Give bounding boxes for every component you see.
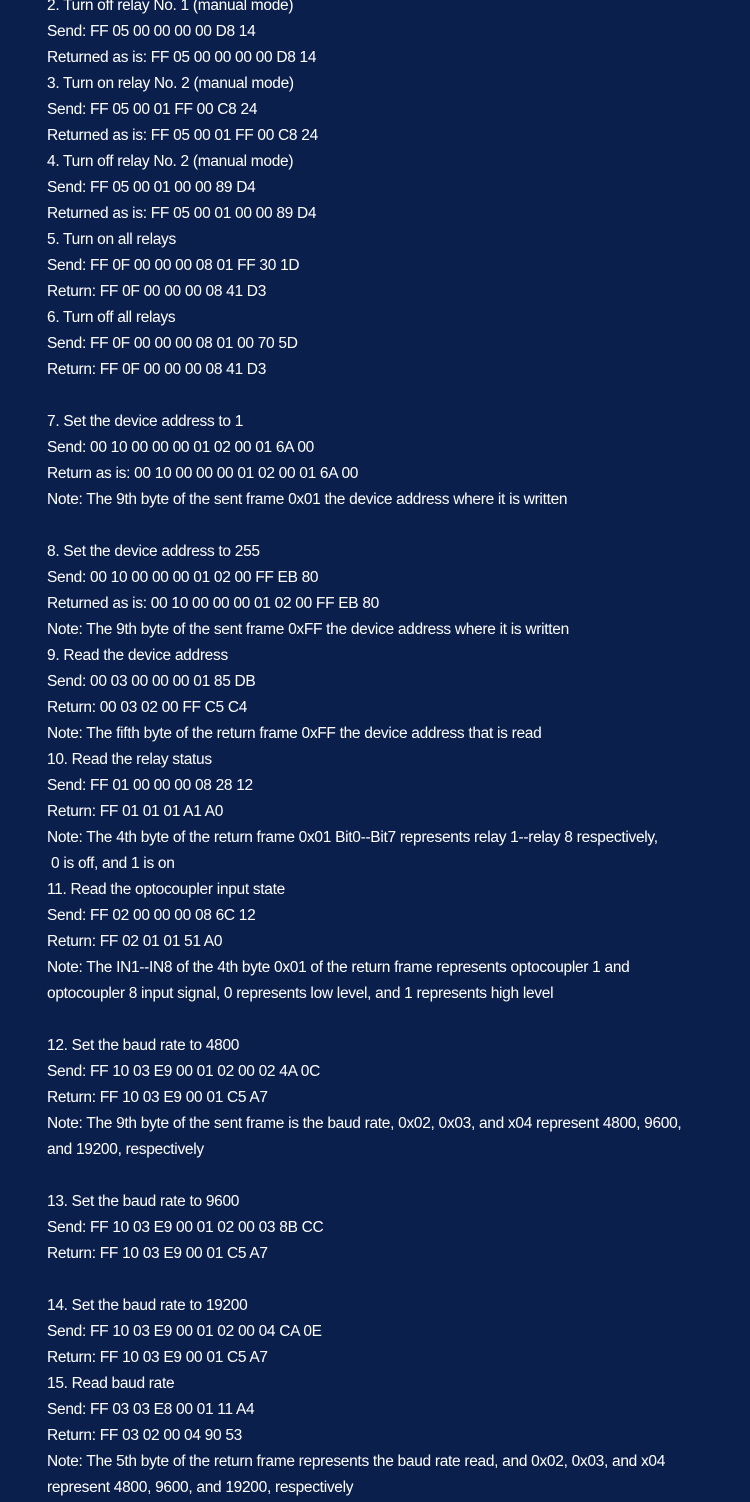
command-heading: 7. Set the device address to 1 [47, 413, 244, 430]
command-heading: 4. Turn off relay No. 2 (manual mode) [47, 153, 294, 170]
command-heading: 15. Read baud rate [47, 1375, 175, 1392]
send-frame: Send: 00 10 00 00 00 01 02 00 01 6A 00 [47, 439, 314, 456]
doc-line: 0 is off, and 1 is on [47, 855, 175, 872]
command-heading: 5. Turn on all relays [47, 231, 176, 248]
command-heading: 3. Turn on relay No. 2 (manual mode) [47, 75, 294, 92]
return-frame: Return: FF 10 03 E9 00 01 C5 A7 [47, 1245, 268, 1262]
note-text: Note: The 4th byte of the return frame 0x01 Bit0--Bit7 represents relay 1--relay 8 respectively, [47, 829, 658, 846]
command-heading: 14. Set the baud rate to 19200 [47, 1297, 248, 1314]
note-text: Note: The IN1--IN8 of the 4th byte 0x01 of the return frame represents optocoupler 1 and [47, 959, 630, 976]
command-heading: 2. Turn off relay No. 1 (manual mode) [47, 0, 294, 14]
command-heading: 11. Read the optocoupler input state [47, 881, 285, 898]
send-frame: Send: FF 03 03 E8 00 01 11 A4 [47, 1401, 255, 1418]
return-frame: Return: FF 10 03 E9 00 01 C5 A7 [47, 1089, 268, 1106]
doc-line: represent 4800, 9600, and 19200, respectively [47, 1479, 354, 1496]
return-frame: Return: FF 0F 00 00 00 08 41 D3 [47, 361, 267, 378]
return-frame: Return: FF 0F 00 00 00 08 41 D3 [47, 283, 267, 300]
send-frame: Send: FF 05 00 00 00 00 D8 14 [47, 23, 256, 40]
send-frame: Send: FF 0F 00 00 00 08 01 FF 30 1D [47, 257, 300, 274]
send-frame: Send: FF 0F 00 00 00 08 01 00 70 5D [47, 335, 298, 352]
return-frame: Returned as is: FF 05 00 00 00 00 D8 14 [47, 49, 317, 66]
return-frame: Return: FF 01 01 01 A1 A0 [47, 803, 224, 820]
doc-line: optocoupler 8 input signal, 0 represents low level, and 1 represents high level [47, 985, 554, 1002]
return-frame: Return: FF 03 02 00 04 90 53 [47, 1427, 242, 1444]
return-frame: Return: 00 03 02 00 FF C5 C4 [47, 699, 248, 716]
return-frame: Return: FF 10 03 E9 00 01 C5 A7 [47, 1349, 268, 1366]
send-frame: Send: FF 10 03 E9 00 01 02 00 04 CA 0E [47, 1323, 322, 1340]
send-frame: Send: FF 10 03 E9 00 01 02 00 03 8B CC [47, 1219, 324, 1236]
return-frame: Return: FF 02 01 01 51 A0 [47, 933, 223, 950]
send-frame: Send: 00 10 00 00 00 01 02 00 FF EB 80 [47, 569, 319, 586]
doc-line: and 19200, respectively [47, 1141, 204, 1158]
send-frame: Send: FF 02 00 00 00 08 6C 12 [47, 907, 256, 924]
send-frame: Send: FF 05 00 01 00 00 89 D4 [47, 179, 256, 196]
command-heading: 10. Read the relay status [47, 751, 212, 768]
blank-line [47, 1267, 742, 1293]
send-frame: Send: FF 05 00 01 FF 00 C8 24 [47, 101, 258, 118]
blank-line [47, 1007, 742, 1033]
return-frame: Returned as is: FF 05 00 01 FF 00 C8 24 [47, 127, 318, 144]
send-frame: Send: FF 10 03 E9 00 01 02 00 02 4A 0C [47, 1063, 320, 1080]
blank-line [47, 383, 742, 409]
note-text: Note: The fifth byte of the return frame 0xFF the device address that is read [47, 725, 542, 742]
note-text: Note: The 9th byte of the sent frame 0xFF the device address where it is written [47, 621, 569, 638]
note-text: Note: The 9th byte of the sent frame is the baud rate, 0x02, 0x03, and x04 represent 4800, 9600, [47, 1115, 682, 1132]
note-text: Note: The 5th byte of the return frame represents the baud rate read, and 0x02, 0x03, and x04 [47, 1453, 666, 1470]
blank-line [47, 1163, 742, 1189]
send-frame: Send: 00 03 00 00 00 01 85 DB [47, 673, 256, 690]
command-heading: 12. Set the baud rate to 4800 [47, 1037, 240, 1054]
return-frame: Return as is: 00 10 00 00 00 01 02 00 01 6A 00 [47, 465, 359, 482]
command-heading: 9. Read the device address [47, 647, 228, 664]
send-frame: Send: FF 01 00 00 00 08 28 12 [47, 777, 253, 794]
command-heading: 8. Set the device address to 255 [47, 543, 260, 560]
blank-line [47, 513, 742, 539]
command-heading: 13. Set the baud rate to 9600 [47, 1193, 240, 1210]
note-text: Note: The 9th byte of the sent frame 0x01 the device address where it is written [47, 491, 568, 508]
command-heading: 6. Turn off all relays [47, 309, 176, 326]
protocol-command-list [47, 0, 742, 1501]
return-frame: Returned as is: FF 05 00 01 00 00 89 D4 [47, 205, 317, 222]
return-frame: Returned as is: 00 10 00 00 00 01 02 00 FF EB 80 [47, 595, 379, 612]
